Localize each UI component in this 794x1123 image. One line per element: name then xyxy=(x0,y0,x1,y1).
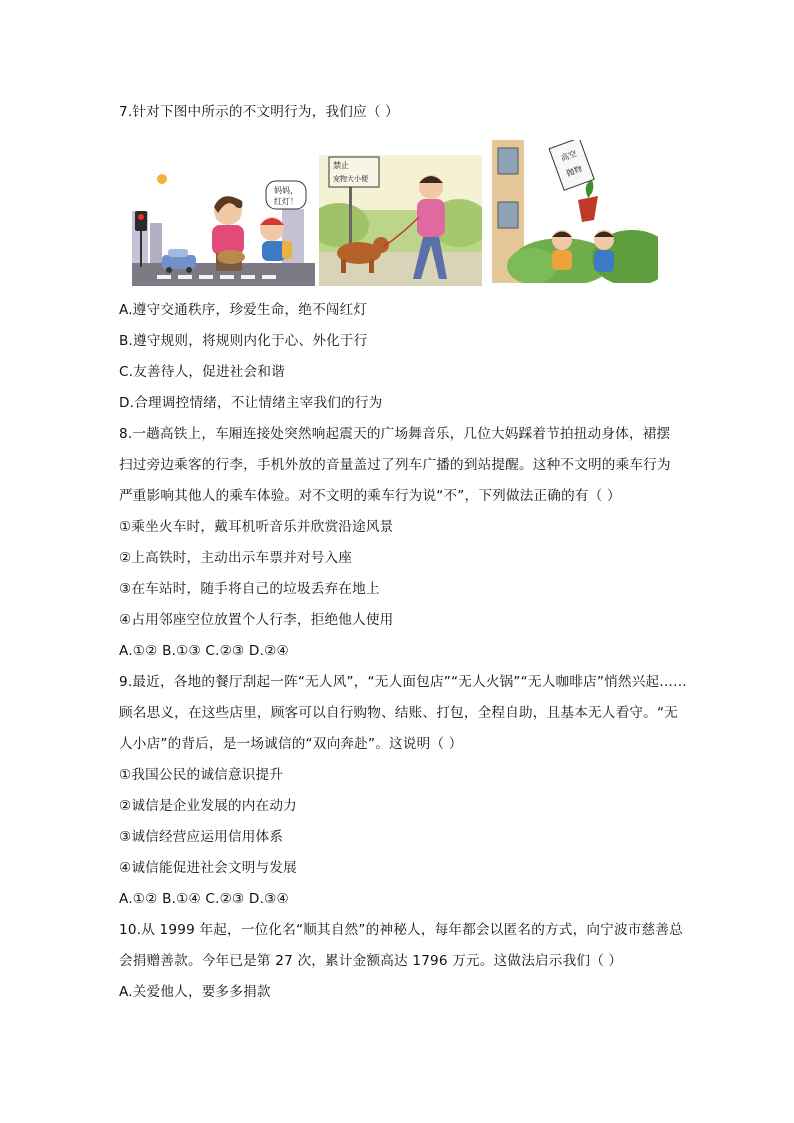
sign-line-a: 高空 xyxy=(559,149,578,164)
speech-line-2: 红灯！ xyxy=(274,197,298,206)
q9-item-2: ②诚信是企业发展的内在动力 xyxy=(119,798,297,814)
q9-stem-line-1: 9.最近，各地的餐厅刮起一阵“无人风”，“无人面包店”“无人火锅”“无人咖啡店”悄然兴起…… xyxy=(119,674,687,690)
q8-stem-line-3: 严重影响其他人的乘车体验。对不文明的乘车行为说“不”，下列做法正确的有（ ） xyxy=(119,488,621,504)
dog-walking-cartoon xyxy=(319,155,482,286)
sign-line-b: 抛物 xyxy=(565,164,584,179)
q7-option-c: C.友善待人，促进社会和谐 xyxy=(119,364,285,380)
q7-option-b: B.遵守规则，将规则内化于心、外化于行 xyxy=(119,333,368,349)
traffic-light-crossing-cartoon xyxy=(132,171,315,286)
q8-choices: A.①② B.①③ C.②③ D.②④ xyxy=(119,643,289,659)
q7-stem: 7.针对下图中所示的不文明行为，我们应（ ） xyxy=(119,104,399,120)
sign-line-2: 宠物大小便 xyxy=(333,175,368,183)
q8-stem-line-1: 8.一趟高铁上，车厢连接处突然响起震天的广场舞音乐，几位大妈踩着节拍扭动身体，裙摆 xyxy=(119,426,671,442)
q8-item-2: ②上高铁时，主动出示车票并对号入座 xyxy=(119,550,353,566)
q9-stem-line-2: 顾名思义，在这些店里，顾客可以自行购物、结账、打包，全程自助，且基本无人看守。“无 xyxy=(119,705,678,721)
falling-object-cartoon xyxy=(492,140,658,283)
q8-stem-line-2: 扫过旁边乘客的行李，手机外放的音量盖过了列车广播的到站提醒。这种不文明的乘车行为 xyxy=(119,457,671,473)
speech-line-1: 妈妈， xyxy=(274,186,298,195)
q7-option-a: A.遵守交通秩序，珍爱生命，绝不闯红灯 xyxy=(119,302,368,318)
q8-item-3: ③在车站时，随手将自己的垃圾丢弃在地上 xyxy=(119,581,380,597)
q9-item-1: ①我国公民的诚信意识提升 xyxy=(119,767,284,783)
q9-choices: A.①② B.①④ C.②③ D.③④ xyxy=(119,891,289,907)
q9-stem-line-3: 人小店”的背后，是一场诚信的“双向奔赴”。这说明（ ） xyxy=(119,736,463,752)
q10-option-a: A.关爱他人，要多多捐款 xyxy=(119,984,271,1000)
q8-item-4: ④占用邻座空位放置个人行李，拒绝他人使用 xyxy=(119,612,394,628)
q9-item-4: ④诚信能促进社会文明与发展 xyxy=(119,860,297,876)
q7-option-d: D.合理调控情绪，不让情绪主宰我们的行为 xyxy=(119,395,383,411)
q10-stem-line-1: 10.从 1999 年起，一位化名“顺其自然”的神秘人，每年都会以匿名的方式，向宁波市慈善总 xyxy=(119,922,683,938)
q9-item-3: ③诚信经营应运用信用体系 xyxy=(119,829,284,845)
q8-item-1: ①乘坐火车时，戴耳机听音乐并欣赏沿途风景 xyxy=(119,519,394,535)
sign-line-1: 禁止 xyxy=(333,161,349,170)
q10-stem-line-2: 会捐赠善款。今年已是第 27 次，累计金额高达 1796 万元。这做法启示我们（ ） xyxy=(119,953,623,969)
